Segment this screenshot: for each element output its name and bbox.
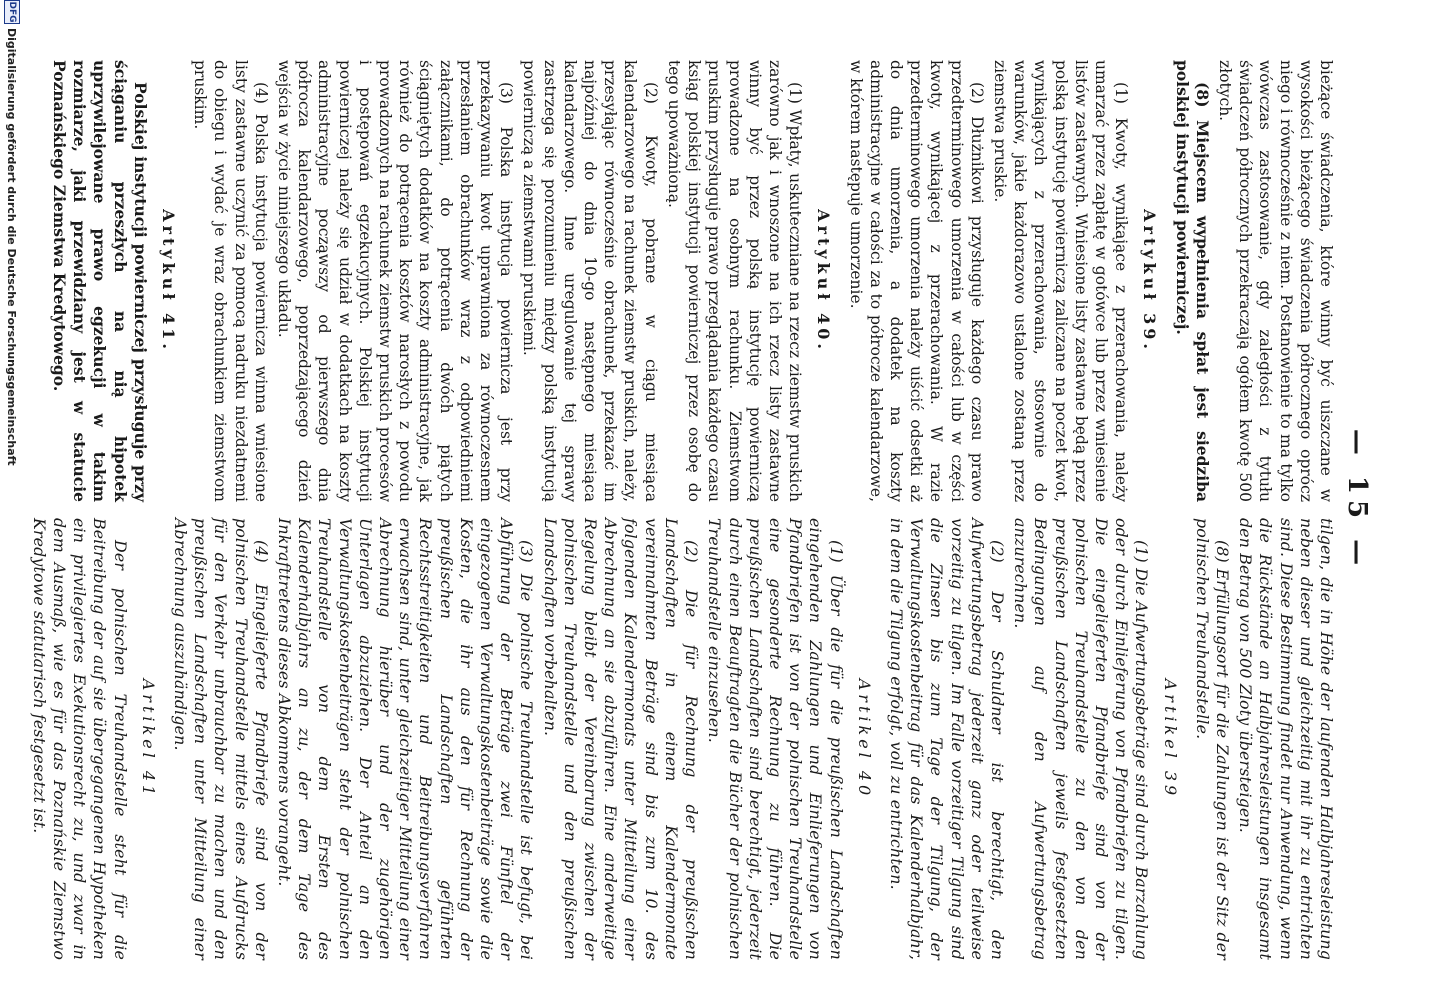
german-paragraph: Der polnischen Treuhandstelle steht für die Beitreibung der auf sie übergegangenen Hypotheken ein privilegiertes Exekutionsrecht zu, und zwar in dem Ausmaß, wie es für das Poznańskie Ziemstwo Kredytowe statutarisch festgesetzt ist.: [29, 518, 130, 960]
dfg-logo-icon: DFG: [4, 0, 20, 24]
german-paragraph: (3) Die polnische Treuhandstelle ist befugt, bei Abführung der Beträge zwei Fünftel der eingezogenen Verwaltungskostenbeiträge sowie die Kosten, die ihr aus den für Rechnung der preußischen Landschaften geführten Rechtsstreitigkeiten und Beitreibungsverfahren erwachsen sind, unter gleichzeitiger Mitteilung einer Abrechnung hierüber und der zugehörigen Unterlagen abzuziehen. Der Anteil an den Verwaltungskostenbeiträgen steht der polnischen Treuhandstelle von dem Ersten des Kalenderhalbjahrs an zu, der dem Tage des Inkrafttretens dieses Abkommens vorangeht.: [275, 518, 537, 960]
page-number: — 15 —: [1342, 428, 1372, 572]
polish-paragraph: (4) Polska instytucja powiernicza winna wniesione listy zastawne uczynić za pomocą nadruku niezdatnemi do obiegu i wydać je wraz obrachunkiem ziemstwom pruskim.: [191, 60, 270, 502]
german-paragraph: (1) Die Aufwertungsbeträge sind durch Barzahlung oder durch Einlieferung von Pfandbriefen zu tilgen. Die eingelieferten Pfandbriefe sind von der polnischen Treuhandstelle zu den von den preußischen Landschaften jeweils festgesetzten Bedingungen auf den Aufwertungsbetrag anzurechnen.: [1011, 518, 1152, 960]
german-paragraph: tilgen, die in Höhe der laufenden Halbjahresleistung neben dieser und gleichzeitig mit ihr zu entrichten sind. Diese Bestimmung findet nur Anwendung, wenn die Rückstände an Halbjahresleistungen insgesamt den Betrag von 500 Zloty übersteigen.: [1236, 518, 1336, 960]
german-paragraph: (2) Die für Rechnung der preußischen Landschaften in einem Kalendermonate vereinnahmten Beträge sind bis zum 10. des folgenden Kalendermonats unter Mitteilung einer Abrechnung an sie abzuführen. Eine anderweitige Regelung bleibt der Vereinbarung zwischen der polnischen Treuhandstelle und den preußischen Landschaften vorbehalten.: [540, 518, 702, 960]
german-paragraph: (2) Der Schuldner ist berechtigt, den Aufwertungsbetrag jederzeit ganz oder teilweise vorzeitig zu tilgen. Im Falle vorzeitiger Tilgung sind die Zinsen bis zum Tage der Tilgung, der Verwaltungskostenbeitrag für das Kalenderhalbjahr, in dem die Tilgung erfolgt, voll zu entrichten.: [886, 518, 1007, 960]
polish-paragraph: (2) Kwoty, pobrane w ciągu miesiąca kalendarzowego na rachunek ziemstw pruskich, należy, przesyłając równocześnie obrachunek, przekazać im najpóźniej do dnia 10-go następnego miesiąca kalendarzowego. Inne uregulowanie tej sprawy zastrzega się porozumieniu między polską instytucją powierniczą a ziemstwami pruskiemi.: [520, 60, 660, 502]
polish-column: [46, 60, 1336, 502]
german-paragraph: (8) Erfüllungsort für die Zahlungen ist der Sitz der polnischen Treuhandstelle.: [1192, 518, 1232, 960]
german-article-41-heading: Artikel 41: [138, 678, 158, 800]
polish-paragraph: Polskiej instytucji powierniczej przysługuje przy ściąganiu przeszłych na nią hipotek uprzywilejowane prawo egzekucji w takim rozmiarze, jaki przewidziany jest w statucie Poznańskiego Ziemstwa Kredytowego.: [50, 60, 150, 502]
polish-paragraph: bieżące świadczenia, które winny być uiszczane w wysokości bieżącego świadczenia półrocznego oprócz niego i równocześnie z niem. Postanowienie to ma tylko wówczas zastosowanie, gdy zaległości z tytułu świadczeń półrocznych przekraczają ogółem kwotę 500 złotych.: [1215, 60, 1335, 502]
polish-paragraph: (1) Wpłaty, uskuteczniane na rzecz ziemstw pruskich zarówno jak i wnoszone na ich rzecz listy zastawne winny być przez polską instytucję powierniczą prowadzone na osobnym rachunku. Ziemstwom pruskim przysługuje prawo przeglądania każdego czasu ksiąg polskiej instytucji powierniczej przez osobę do tego upoważnioną.: [664, 60, 805, 502]
digitization-footer: [4, 0, 20, 466]
polish-paragraph: (3) Polska instytucja powiernicza jest przy przekazywaniu kwot uprawniona za równoczesnem przesłaniem obrachunków wraz z odpowiedniemi załącznikami, do potrącenia dwóch piątych ściągniętych dodatków na koszty administracyjne, jak również do potrącenia kosztów narosłych z powodu prowadzonych na rachunek ziemstw pruskich procesów i postępowań egzekucyjnych. Polskiej instytucji powierniczej należy się udział w dodatkach na koszty administracyjne począwszy od pierwszego dnia półrocza kalendarzowego, poprzedzającego dzień wejścia w życie niniejszego układu.: [275, 60, 516, 502]
footer-text: Digitalisierung gefördert durch die Deutsche Forschungsgemeinschaft: [5, 28, 19, 466]
polish-paragraph: (1) Kwoty, wynikające z przerachowania, należy umarzać przez zapłatę w gotówce lub przez wniesienie listów zastawnych. Wniesione listy zastawne będą przez polską instytucję powierniczą zaliczane na poczet kwot, wynikających z przerachowania, stosownie do warunków, jakie każdorazowo ustalone zostaną przez ziemstwa pruskie.: [990, 60, 1131, 502]
polish-paragraph: (8) Miejscem wypełnienia spłat jest siedziba polskiej instytucji powierniczej.: [1172, 60, 1212, 502]
german-paragraph: (1) Über die für die preußischen Landschaften eingehenden Zahlungen und Einlieferungen von Pfandbriefen ist von der polnischen Treuhandstelle eine gesonderte Rechnung zu führen. Die preußischen Landschaften sind berechtigt, jederzeit durch einen Beauftragten die Bücher der polnischen Treuhandstelle einzusehen.: [705, 518, 846, 960]
polish-paragraph: (2) Dłużnikowi przysługuje każdego czasu prawo przedterminowego umorzenia w całości lub w części kwoty, wynikającej z przerachowania. W razie przedterminowego umorzenia należy uiścić odsetki aż do dnia umorzenia, a dodatek na koszty administracyjne w całości za to półrocze kalendarzowe, w którem następuje umorzenie.: [846, 60, 986, 502]
polish-article-40-heading: Artykuł 40.: [814, 209, 834, 353]
german-paragraph: (4) Eingelieferte Pfandbriefe sind von der polnischen Treuhandstelle mittels eines Aufdrucks für den Verkehr unbrauchbar zu machen und den preußischen Landschaften unter Mitteilung einer Abrechnung auszuhändigen.: [171, 518, 271, 960]
german-column: [26, 518, 1336, 960]
german-article-40-heading: Artikel 40: [854, 678, 874, 800]
polish-article-41-heading: Artykuł 41.: [159, 209, 179, 353]
polish-article-39-heading: Artykuł 39.: [1140, 209, 1160, 353]
german-article-39-heading: Artikel 39: [1160, 678, 1180, 800]
